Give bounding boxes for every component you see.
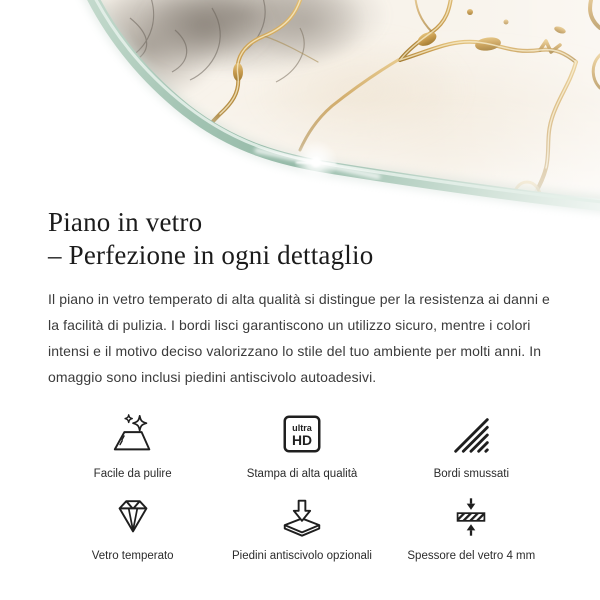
product-description: Il piano in vetro temperato di alta qualità si distingue per la resistenza ai danni e la facilità di pulizia. I bordi lisci garantiscono un utilizzo sicuro, mentre i colori intensi e il motivo deciso valorizzano lo stile del tuo ambiente per molti anni. In omaggio sono inclusi piedini antiscivolo autoadesivi.	[48, 291, 550, 385]
feature-anti-slip-pads	[217, 494, 386, 562]
ultra-label: ultra	[292, 423, 312, 434]
anti-slip-pads-icon	[279, 494, 325, 540]
page-title	[48, 206, 556, 272]
feature-tempered-glass	[48, 494, 217, 562]
glass-tabletop-photo	[0, 0, 600, 235]
title-line-1: Piano in vetro	[48, 207, 203, 237]
feature-label: Stampa di alta qualità	[246, 468, 358, 480]
glass-thickness-icon	[448, 494, 494, 540]
feature-label: Facile da pulire	[93, 468, 172, 480]
ultra-hd-icon	[279, 412, 325, 458]
feature-grid	[48, 412, 556, 562]
feature-label: Vetro temperato	[91, 550, 174, 562]
feature-easy-clean	[48, 412, 217, 480]
feature-label: Spessore del vetro 4 mm	[407, 550, 536, 562]
feature-label: Piedini antiscivolo opzionali	[231, 550, 372, 562]
feature-glass-thickness	[387, 494, 556, 562]
product-info	[48, 206, 556, 562]
title-line-2: – Perfezione in ogni dettaglio	[48, 240, 374, 270]
feature-label: Bordi smussati	[433, 468, 510, 480]
easy-clean-icon	[110, 412, 156, 458]
feature-beveled-edges	[387, 412, 556, 480]
beveled-edge-icon	[448, 412, 494, 458]
hd-label: HD	[291, 432, 313, 449]
tempered-glass-icon	[110, 494, 156, 540]
feature-ultra-hd	[217, 412, 386, 480]
product-photo	[0, 0, 600, 235]
